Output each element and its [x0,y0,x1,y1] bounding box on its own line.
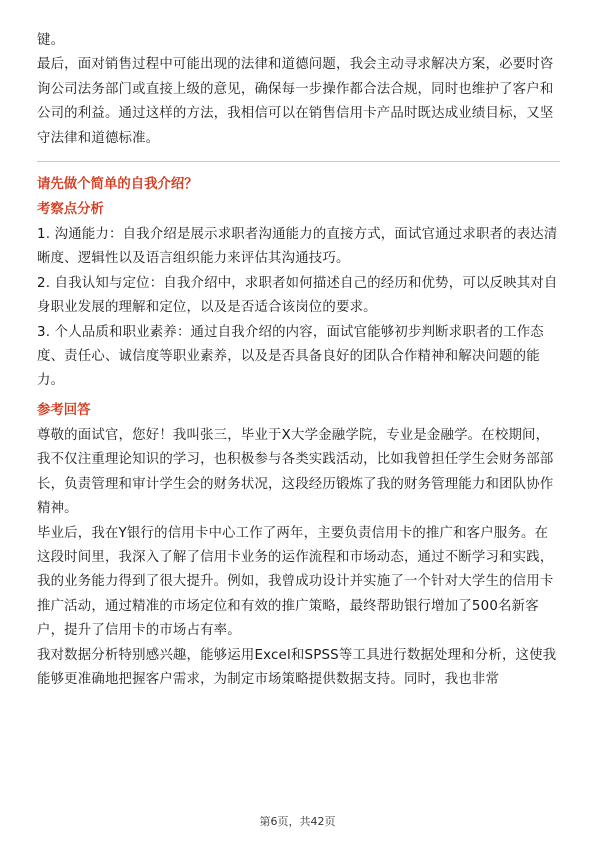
question-title: 请先做个简单的自我介绍？ [37,177,198,193]
answer-paragraph: 毕业后，我在Y银行的信用卡中心工作了两年，主要负责信用卡的推广和客户服务。在这段时间里，我深入了解了信用卡业务的运作流程和市场动态，通过不断学习和实践，我的业务能力得到了很大提升。例如，我曾成功设计并实施了一个针对大学生的信用卡推广活动，通过精准的市场定位和有效的推广策略，最终帮助银行增加了500名新客户，提升了信用卡的市场占有率。 [37,525,554,639]
answer-paragraph: 尊敬的面试官，您好！我叫张三，毕业于X大学金融学院，专业是金融学。在校期间，我不仅注重理论知识的学习，也积极参与各类实践活动，比如我曾担任学生会财务部部长，负责管理和审计学生会的财务状况，这段经历锻炼了我的财务管理能力和团队协作精神。 [37,427,554,517]
analysis-item: 1. 沟通能力：自我介绍是展示求职者沟通能力的直接方式，面试官通过求职者的表达清晰度、逻辑性以及语言组织能力来评估其沟通技巧。 [37,227,558,267]
analysis-item: 2. 自我认知与定位：自我介绍中，求职者如何描述自己的经历和优势，可以反映其对自身职业发展的理解和定位，以及是否适合该岗位的要求。 [37,275,558,316]
answer-heading: 参考回答 [37,402,91,418]
section-divider [37,161,560,162]
analysis-item: 3. 个人品质和职业素养：通过自我介绍的内容，面试官能够初步判断求职者的工作态度、责任心、诚信度等职业素养，以及是否具备良好的团队合作精神和解决问题的能力。 [37,324,544,389]
paragraph: 最后，面对销售过程中可能出现的法律和道德问题，我会主动寻求解决方案，必要时咨询公司法务部门或直接上级的意见，确保每一步操作都合法合规，同时也维护了客户和公司的利益。通过这样的方法，我相信可以在销售信用卡产品时既达成业绩目标，又坚守法律和道德标准。 [37,57,554,146]
paragraph: 键。 [37,33,65,48]
answer-paragraph: 我对数据分析特别感兴趣，能够运用Excel和SPSS等工具进行数据处理和分析，这使我能够更准确地把握客户需求，为制定市场策略提供数据支持。同时，我也非常 [37,647,557,687]
document-page [37,29,560,692]
analysis-heading: 考察点分析 [37,202,104,218]
page-number-footer: 第6页，共42页 [259,815,336,828]
